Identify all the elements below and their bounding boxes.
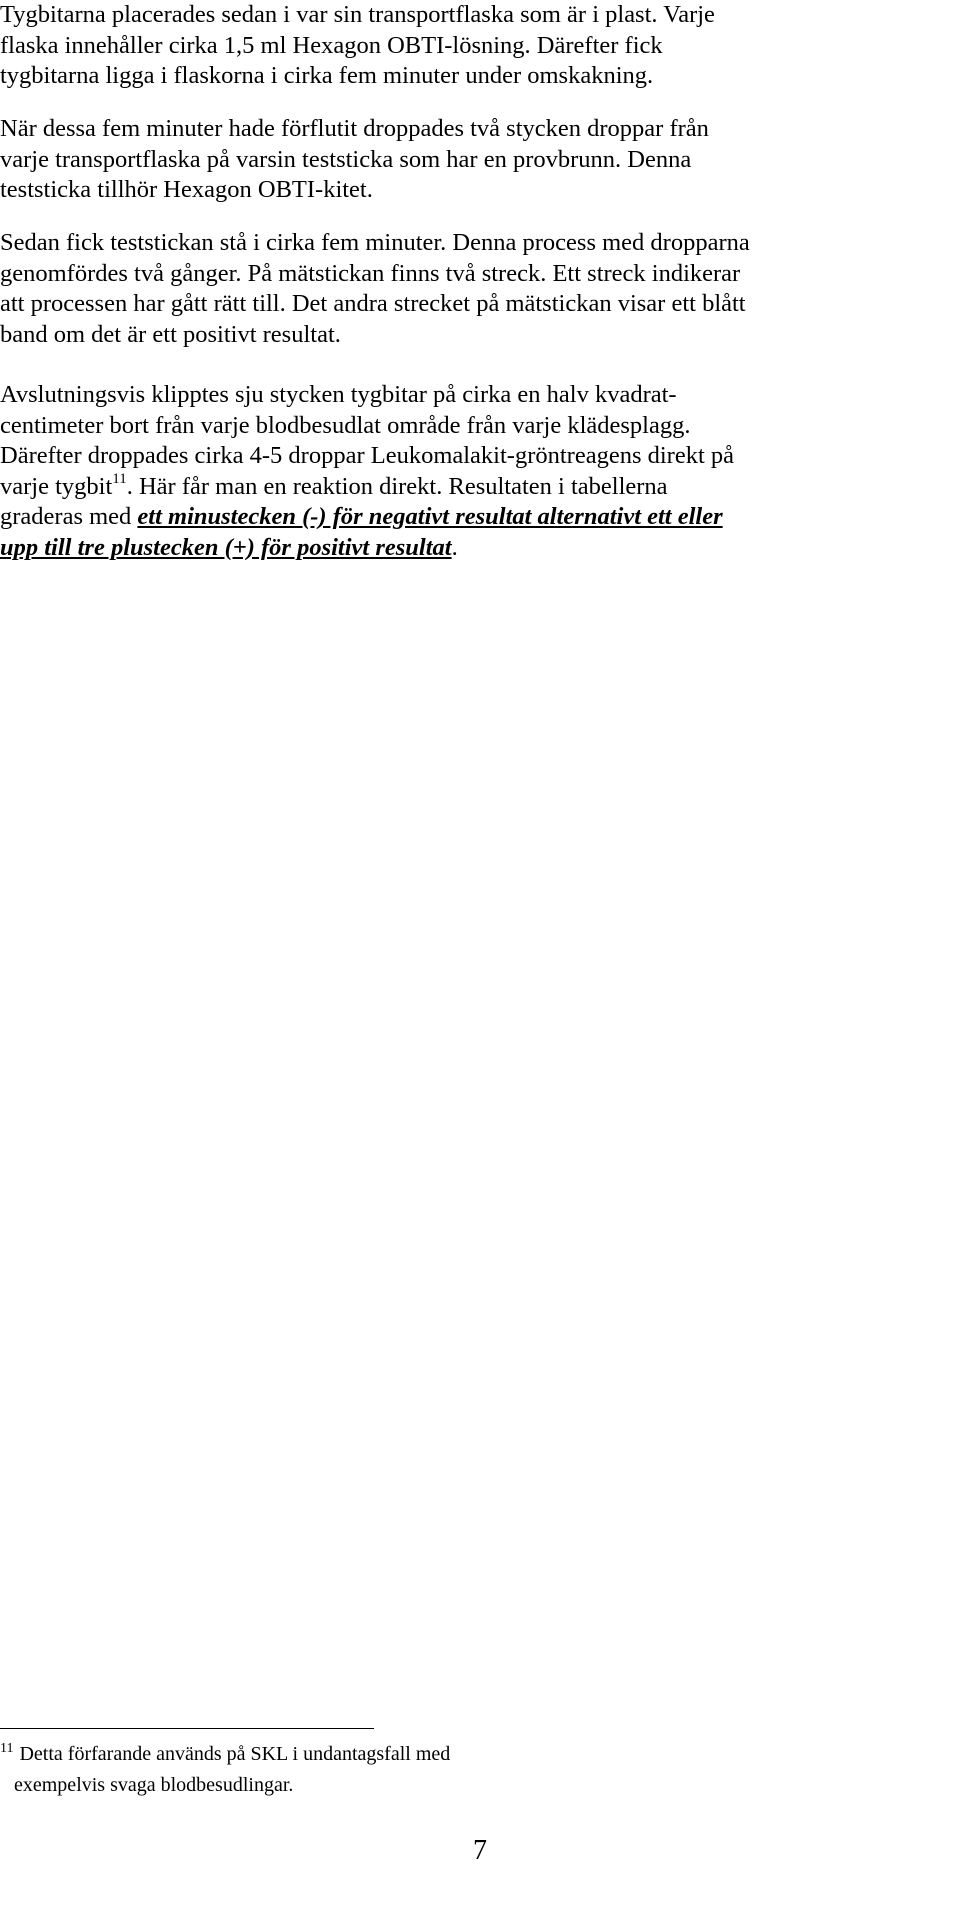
text-line: flaska innehåller cirka 1,5 ml Hexagon OBTI-lösning. Därefter fick (0, 31, 663, 59)
footnote-text: exempelvis svaga blodbesudlingar. (14, 1774, 294, 1796)
text-line: Tygbitarna placerades sedan i var sin transportflaska som är i plast. Varje (0, 1, 715, 28)
page-number: 7 (473, 1835, 487, 1866)
text-line: centimeter bort från varje blodbesudlat område från varje klädesplagg. (0, 411, 691, 439)
text-line (0, 502, 945, 533)
paragraph-leukomalachite-test (0, 380, 945, 563)
text-line (0, 472, 945, 503)
paragraph-measurement-process (0, 228, 945, 350)
text-line: När dessa fem minuter hade förflutit droppades två stycken droppar från (0, 115, 709, 142)
text-line: genomfördes två gånger. På mätstickan finns två streck. Ett streck indikerar (0, 259, 741, 287)
text-line: band om det är ett positivt resultat. (0, 320, 341, 348)
emphasized-grading-text: ett minustecken (-) för negativt resultat alternativt ett eller (137, 503, 723, 530)
text-segment: varje tygbit (0, 472, 113, 500)
text-line: att processen har gått rätt till. Det andra strecket på mätstickan visar ett blått (0, 290, 746, 317)
text-line: varje transportflaska på varsin teststicka som har en provbrunn. Denna (0, 145, 692, 173)
footnote-number: 11 (0, 1741, 14, 1756)
paragraph-transport-bottles (0, 0, 945, 92)
text-segment: graderas med (0, 503, 138, 530)
text-line: teststicka tillhör Hexagon OBTI-kitet. (0, 176, 373, 203)
text-line: Avslutningsvis klipptes sju stycken tygbitar på cirka en halv kvadrat- (0, 381, 677, 408)
footnote-separator (0, 1728, 374, 1729)
text-line (0, 533, 945, 564)
footnote-text: Detta förfarande används på SKL i undantagsfall med (19, 1743, 451, 1765)
text-segment: . Här får man en reaktion direkt. Resultaten i tabellerna (126, 472, 668, 500)
text-segment: . (451, 533, 458, 561)
text-line: tygbitarna ligga i flaskorna i cirka fem minuter under omskakning. (0, 62, 654, 89)
text-line: Sedan fick teststickan stå i cirka fem minuter. Denna process med dropparna (0, 229, 750, 256)
text-line: Därefter droppades cirka 4-5 droppar Leukomalakit-gröntreagens direkt på (0, 442, 735, 469)
paragraph-test-sticks (0, 114, 945, 206)
emphasized-grading-text: upp till tre plustecken (+) för positivt resultat (0, 533, 452, 561)
footnote (0, 1740, 700, 1799)
footnote-reference: 11 (112, 471, 127, 488)
footnote-line (0, 1743, 450, 1765)
